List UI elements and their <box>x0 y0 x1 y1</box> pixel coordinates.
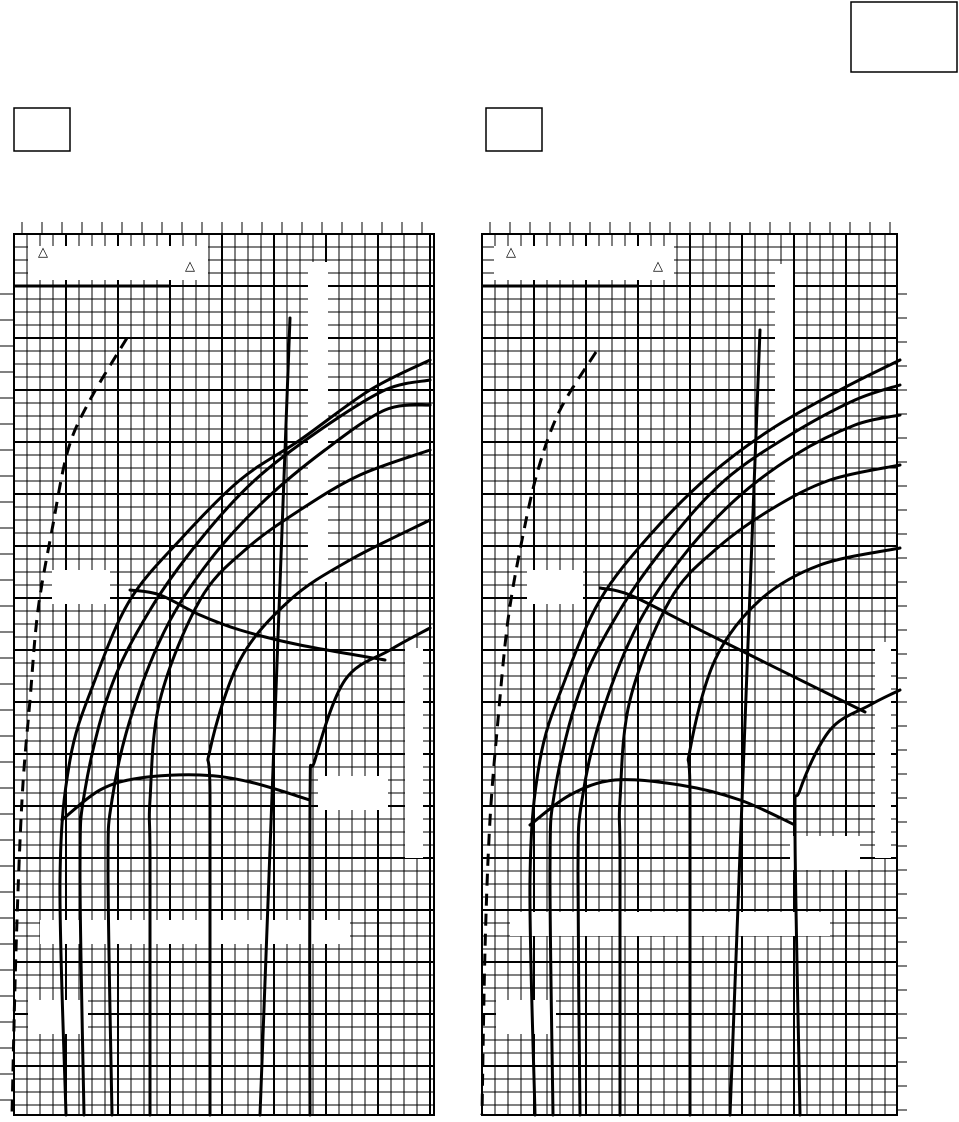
right-chart-grid <box>482 222 907 1115</box>
right-label-area <box>875 642 891 858</box>
left-triangle-marker: △ <box>185 258 195 273</box>
right-label-area <box>527 570 583 604</box>
left-curve-5 <box>208 520 430 1115</box>
right-triangle-marker: △ <box>653 258 663 273</box>
document-code-box <box>851 2 957 72</box>
left-label-area <box>28 246 208 280</box>
left-curve-1 <box>60 360 430 1115</box>
left-label-area <box>40 920 350 944</box>
right-panel-label-box <box>486 108 542 151</box>
right-label-area <box>494 246 674 280</box>
left-panel-label-box <box>14 108 70 151</box>
left-label-area <box>405 648 423 858</box>
left-label-area <box>52 570 110 604</box>
right-curve-4 <box>619 465 900 1115</box>
right-label-area <box>790 836 860 870</box>
left-chart-frame <box>14 234 434 1115</box>
left-chart-grid <box>0 222 434 1115</box>
left-triangle-marker: △ <box>38 244 48 259</box>
left-label-area <box>318 776 388 810</box>
left-label-area <box>28 1000 88 1034</box>
right-label-area <box>510 912 830 936</box>
right-label-area <box>496 1000 556 1034</box>
right-triangle-marker: △ <box>506 244 516 259</box>
left-curve-3 <box>108 405 430 1115</box>
